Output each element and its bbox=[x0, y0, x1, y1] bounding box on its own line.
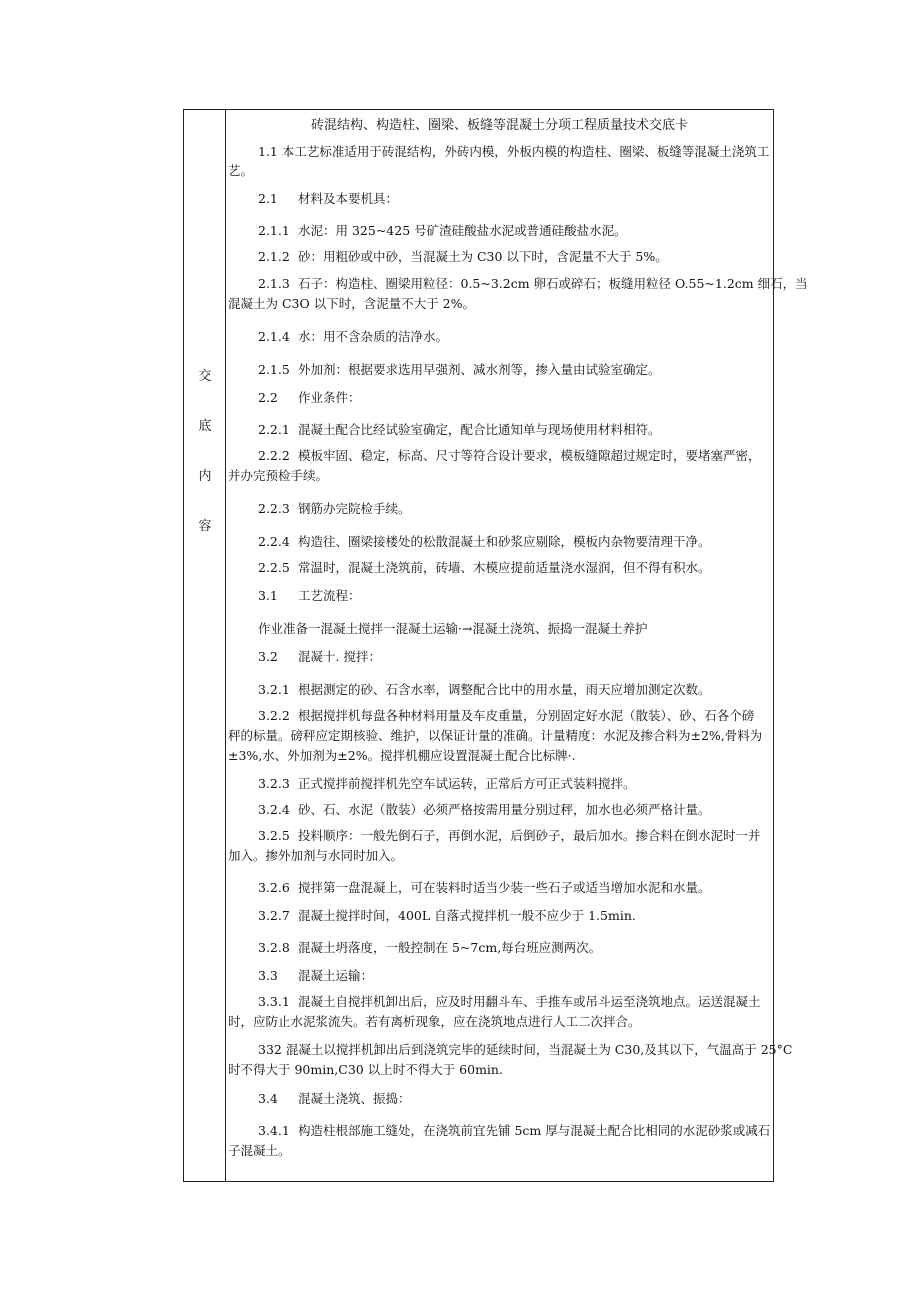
clause-text: 外加剂：根据要求选用早强剂、减水剂等，掺入量由试验室确定。 bbox=[298, 362, 661, 377]
content-line bbox=[228, 1013, 763, 1030]
content-line bbox=[258, 620, 763, 637]
clause-text: 投料顺序：一般先倒石子，再倒水泥，后倒砂子，最后加水。掺合料在倒水泥时一并 bbox=[298, 828, 761, 843]
content-line bbox=[258, 775, 763, 792]
content-line bbox=[258, 939, 763, 956]
clause-number: 3.2.5 bbox=[258, 828, 290, 843]
clause-number: 3.2.2 bbox=[258, 708, 290, 723]
clause-text: 作业准备一混凝土搅拌一混凝土运输·→混凝土浇筑、振捣一混凝土养护 bbox=[258, 621, 648, 636]
clause-text: 混凝十. 搅拌： bbox=[298, 649, 381, 664]
content-line bbox=[258, 190, 763, 207]
content-line bbox=[258, 1090, 763, 1107]
clause-text: 工艺流程： bbox=[298, 588, 361, 603]
clause-number: 2.2.4 bbox=[258, 534, 290, 549]
card-title: 砖混结构、构造柱、圈梁、板缝等混凝土分项工程质量技术交底卡 bbox=[310, 118, 688, 133]
clause-number: 3.4.1 bbox=[258, 1123, 290, 1138]
clause-number: 2.1.1 bbox=[258, 223, 290, 238]
clause-text: 构造柱根部施工缝处，在浇筑前宜先铺 5cm 厚与混凝土配合比相同的水泥砂浆或减石 bbox=[298, 1123, 771, 1138]
clause-number: 2.1 bbox=[258, 191, 278, 206]
clause-text: 构造往、圈梁接楼处的松散混凝土和砂浆应剔除，模板内杂物要清理干净。 bbox=[298, 534, 711, 549]
clause-number: 3.4 bbox=[258, 1091, 278, 1106]
clause-text: 砂、石、水泥（散装）必须严格按需用量分别过秤，加水也必须严格计量。 bbox=[298, 802, 711, 817]
clause-text: 时，应防止水泥浆流失。若有离析现象，应在浇筑地点进行人工二次拌合。 bbox=[228, 1014, 641, 1029]
clause-text: 混凝土浇筑、振捣： bbox=[298, 1091, 411, 1106]
clause-number: 3.2.1 bbox=[258, 682, 290, 697]
clause-number: 3.2 bbox=[258, 649, 278, 664]
clause-text: 混凝土运输： bbox=[298, 968, 374, 983]
disclosure-card bbox=[183, 109, 808, 1182]
clause-text: 子混凝土。 bbox=[228, 1143, 291, 1158]
clause-number: 3.3.1 bbox=[258, 994, 290, 1009]
content-line bbox=[258, 447, 763, 464]
clause-text: 混凝土自搅拌机卸出后，应及时用翻斗车、手推车或吊斗运至浇筑地点。运送混凝土 bbox=[298, 994, 761, 1009]
content-line bbox=[228, 295, 763, 312]
clause-number: 2.1.4 bbox=[258, 329, 290, 344]
content-line bbox=[258, 967, 763, 984]
clause-text: 混凝土配合比经试验室确定，配合比通知单与现场使用材料相符。 bbox=[298, 422, 661, 437]
clause-text: 332 混凝土以搅拌机卸出后到浇筑完毕的延续时间，当混凝土为 C30,及其以下，气温高于 25°C bbox=[258, 1042, 793, 1057]
content-line bbox=[258, 707, 763, 724]
clause-number: 2.2 bbox=[258, 390, 278, 405]
clause-number: 3.2.8 bbox=[258, 940, 290, 955]
content-line bbox=[258, 907, 763, 924]
clause-text: 并办完预检手续。 bbox=[228, 468, 329, 483]
clause-text: 秤的标量。磅秤应定期核验、维护，以保证计量的准确。计量精度：水泥及掺合料为±2%,骨料为 bbox=[228, 728, 763, 743]
clause-number: 2.1.2 bbox=[258, 249, 290, 264]
content-line bbox=[258, 275, 808, 292]
clause-number: 3.1 bbox=[258, 588, 278, 603]
content-line bbox=[258, 879, 763, 896]
clause-text: 水泥：用 325~425 号矿渣硅酸盐水泥或普通硅酸盐水泥。 bbox=[298, 223, 627, 238]
clause-text: 正式搅拌前搅拌机先空车试运转，正常后方可正式装料搅拌。 bbox=[298, 776, 636, 791]
clause-text: ±3%,水、外加剂为±2%。搅拌机棚应设置混凝土配合比标牌·. bbox=[228, 748, 576, 763]
content-line bbox=[258, 361, 763, 378]
side-label-char: 交 bbox=[198, 369, 212, 384]
content-line bbox=[258, 993, 763, 1010]
content-line bbox=[258, 143, 770, 160]
clause-text: 水：用不含杂质的洁净水。 bbox=[298, 329, 449, 344]
content-line bbox=[258, 587, 763, 604]
clause-number: 2.2.2 bbox=[258, 448, 290, 463]
content-line bbox=[228, 467, 763, 484]
clause-text: 根据测定的砂、石含水率，调整配合比中的用水量，雨天应增加测定次数。 bbox=[298, 682, 711, 697]
clause-number: 2.2.5 bbox=[258, 560, 290, 575]
content-line bbox=[228, 162, 763, 179]
content-area bbox=[226, 110, 808, 1181]
content-line bbox=[258, 500, 763, 517]
content-line bbox=[228, 727, 763, 744]
content-line bbox=[258, 1122, 771, 1139]
content-line bbox=[228, 747, 763, 764]
content-line bbox=[228, 1061, 763, 1078]
clause-number: 3.3 bbox=[258, 968, 278, 983]
clause-text: 时不得大于 90min,C30 以上时不得大于 60min. bbox=[228, 1062, 503, 1077]
side-label-char: 底 bbox=[198, 419, 212, 434]
content-line bbox=[258, 1041, 793, 1058]
clause-text: 艺。 bbox=[228, 163, 254, 178]
content-line bbox=[258, 222, 763, 239]
clause-number: 3.2.6 bbox=[258, 880, 290, 895]
side-label-char: 内 bbox=[198, 469, 212, 484]
clause-text: 混凝土为 C3O 以下时，含泥量不大于 2%。 bbox=[228, 296, 476, 311]
content-line bbox=[228, 847, 763, 864]
clause-text: 混凝土搅拌时间，400L 自落式搅拌机一般不应少于 1.5min. bbox=[298, 908, 636, 923]
content-line bbox=[258, 559, 763, 576]
content-line bbox=[258, 801, 763, 818]
content-line bbox=[258, 328, 763, 345]
clause-number: 2.2.3 bbox=[258, 501, 290, 516]
content-line bbox=[258, 533, 763, 550]
content-line bbox=[258, 681, 763, 698]
clause-text: 模板牢固、稳定，标高、尺寸等符合设计要求，模板缝隙超过规定时，要堵塞严密， bbox=[298, 448, 761, 463]
clause-text: 钢筋办完院检手续。 bbox=[298, 501, 411, 516]
clause-number: 2.1.3 bbox=[258, 276, 290, 291]
clause-text: 常温时，混凝土浇筑前，砖墙、木模应提前适量浇水湿润，但不得有积水。 bbox=[298, 560, 711, 575]
clause-number: 2.1.5 bbox=[258, 362, 290, 377]
clause-number: 3.2.3 bbox=[258, 776, 290, 791]
clause-text: 1.1 本工艺标准适用于砖混结构，外砖内模，外板内模的构造柱、圈梁、板缝等混凝土浇筑工 bbox=[258, 144, 770, 159]
side-label-column bbox=[184, 110, 226, 1181]
clause-number: 2.2.1 bbox=[258, 422, 290, 437]
clause-text: 石子：构造柱、圈梁用粒径：0.5~3.2cm 卵石或碎石；板缝用粒径 O.55~1.2cm 细石，当 bbox=[298, 276, 808, 291]
content-line bbox=[228, 1142, 763, 1159]
content-line bbox=[258, 421, 763, 438]
content-line bbox=[258, 648, 763, 665]
clause-text: 搅拌第一盘混凝上，可在装料时适当少装一些石子或适当增加水泥和水量。 bbox=[298, 880, 711, 895]
clause-text: 作业条件： bbox=[298, 390, 361, 405]
content-line bbox=[258, 827, 763, 844]
clause-text: 根据搅拌机每盘各种材料用量及车皮重量，分别固定好水泥（散装）、砂、石各个磅 bbox=[298, 708, 755, 723]
clause-text: 加入。掺外加剂与水同时加入。 bbox=[228, 848, 404, 863]
clause-text: 材料及本要机具： bbox=[298, 191, 399, 206]
content-line bbox=[258, 248, 763, 265]
side-label-char: 容 bbox=[198, 519, 212, 534]
clause-number: 3.2.4 bbox=[258, 802, 290, 817]
clause-text: 混凝土坍落度，一般控制在 5~7cm,每台班应测两次。 bbox=[298, 940, 602, 955]
content-line bbox=[258, 389, 763, 406]
clause-text: 砂：用粗砂或中砂，当混凝土为 C30 以下时，含泥量不大于 5%。 bbox=[298, 249, 668, 264]
clause-number: 3.2.7 bbox=[258, 908, 290, 923]
